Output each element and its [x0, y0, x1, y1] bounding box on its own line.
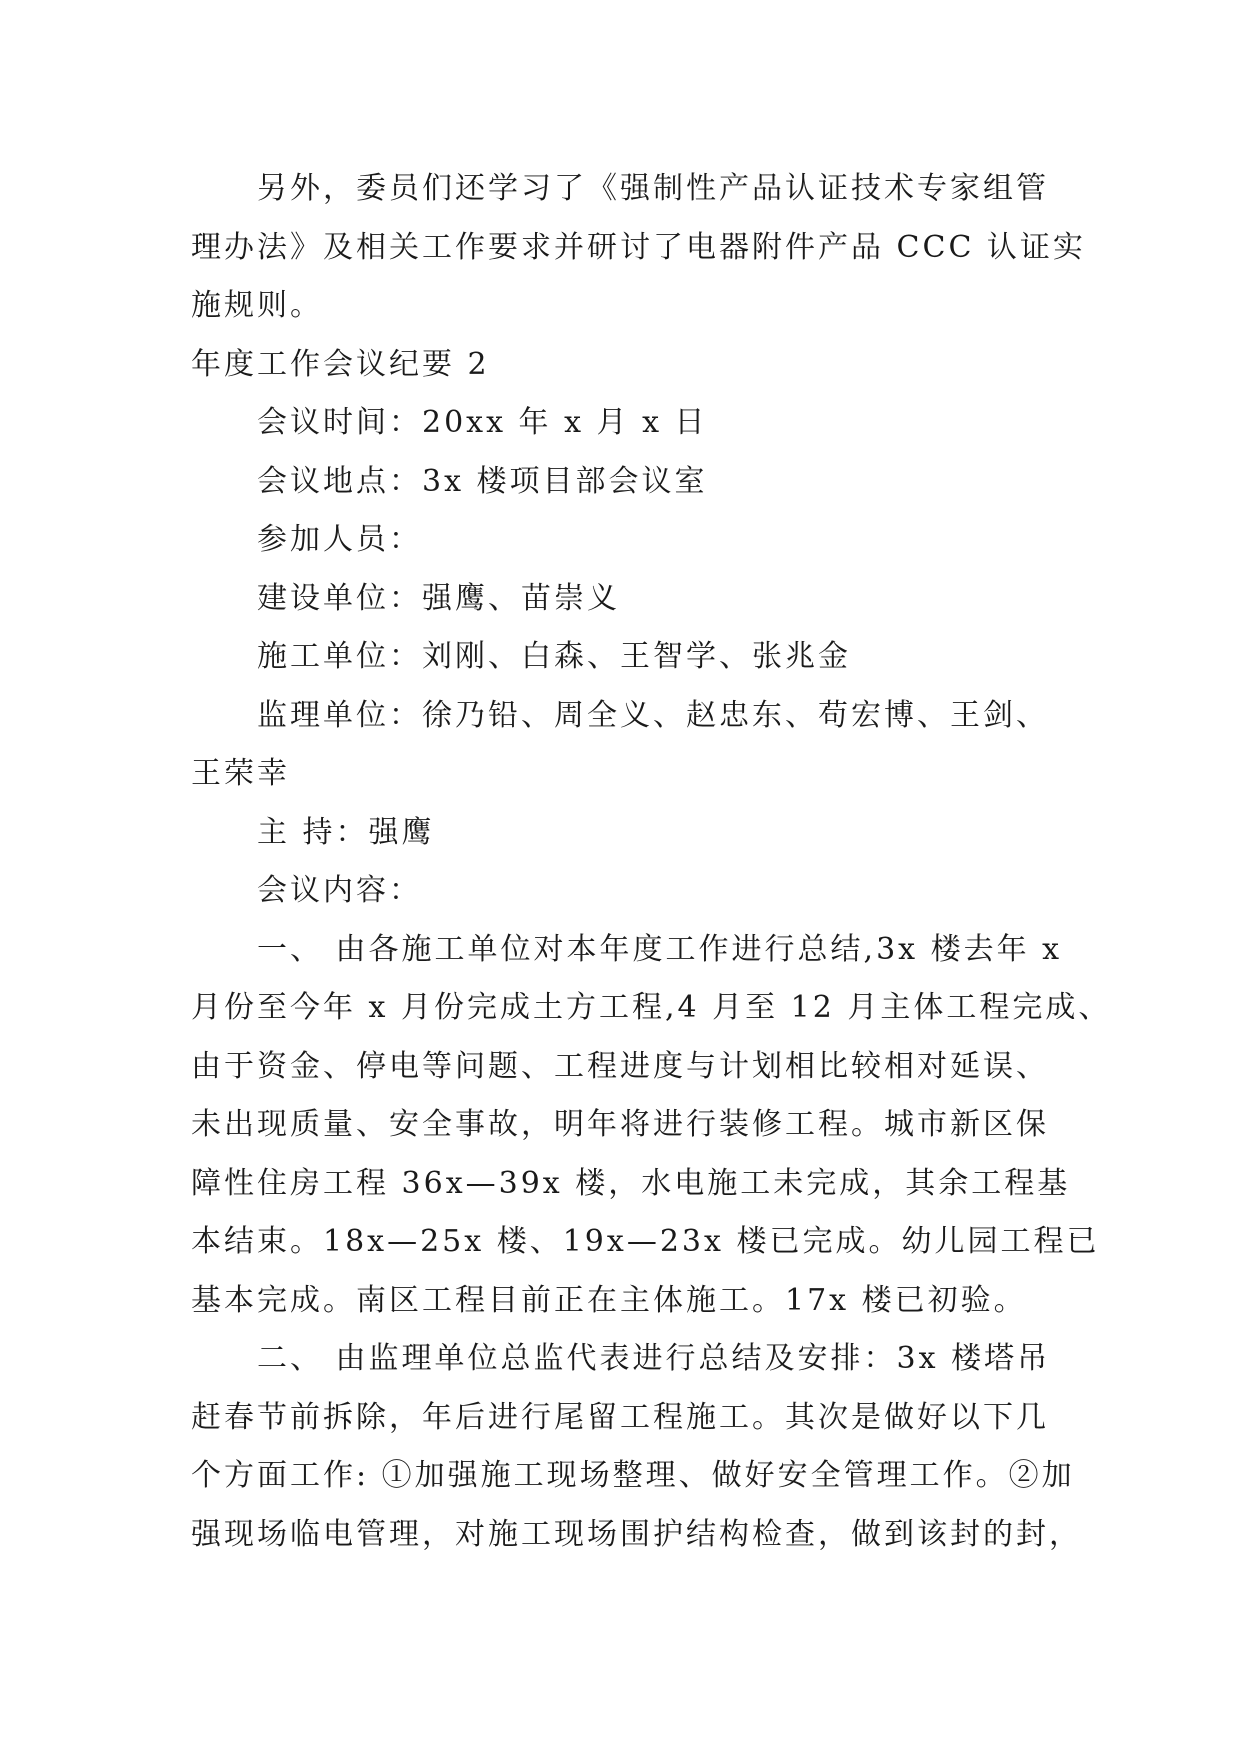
- supervision-unit-cont: 王荣幸: [191, 756, 290, 791]
- supervision-unit: 监理单位：徐乃铅、周全义、赵忠东、苟宏博、王剑、: [257, 697, 1049, 733]
- paragraph-line: 理办法》及相关工作要求并研讨了电器附件产品 CCC 认证实: [191, 229, 1086, 265]
- meeting-time: 会议时间：20xx 年 x 月 x 日: [257, 405, 708, 440]
- paragraph-line: 未出现质量、安全事故，明年将进行装修工程。城市新区保: [191, 1107, 1049, 1142]
- meeting-location: 会议地点：3x 楼项目部会议室: [257, 463, 708, 499]
- paragraph-line: 强现场临电管理，对施工现场围护结构检查，做到该封的封，: [191, 1516, 1082, 1552]
- construction-unit: 建设单位：强鹰、苗崇义: [257, 580, 620, 616]
- paragraph-line: 障性住房工程 36x—39x 楼，水电施工未完成，其余工程基: [191, 1165, 1071, 1201]
- contractor-unit: 施工单位：刘刚、白森、王智学、张兆金: [257, 639, 851, 674]
- paragraph-line: 由于资金、停电等问题、工程进度与计划相比较相对延误、: [191, 1048, 1049, 1084]
- attendees-label: 参加人员：: [257, 522, 422, 557]
- paragraph-line: 本结束。18x—25x 楼、19x—23x 楼已完成。幼儿园工程已: [191, 1224, 1100, 1259]
- paragraph-line: 施规则。: [191, 288, 323, 323]
- paragraph-line: 赶春节前拆除，年后进行尾留工程施工。其次是做好以下几: [191, 1399, 1049, 1435]
- paragraph-line: 个方面工作: ①加强施工现场整理、做好安全管理工作。②加: [191, 1458, 1075, 1493]
- paragraph-line: 月份至今年 x 月份完成土方工程,4 月至 12 月主体工程完成、: [191, 990, 1112, 1025]
- paragraph-line: 一、 由各施工单位对本年度工作进行总结,3x 楼去年 x: [257, 931, 1063, 967]
- host: 主 持：强鹰: [257, 814, 435, 850]
- meeting-content-label: 会议内容：: [257, 873, 422, 908]
- document-body: [191, 160, 1112, 1564]
- paragraph-line: 二、 由监理单位总监代表进行总结及安排：3x 楼塔吊: [257, 1341, 1051, 1376]
- section-title: 年度工作会议纪要 2: [191, 346, 490, 382]
- paragraph-line: 另外，委员们还学习了《强制性产品认证技术专家组管: [257, 171, 1049, 206]
- paragraph-line: 基本完成。南区工程目前正在主体施工。17x 楼已初验。: [191, 1282, 1027, 1318]
